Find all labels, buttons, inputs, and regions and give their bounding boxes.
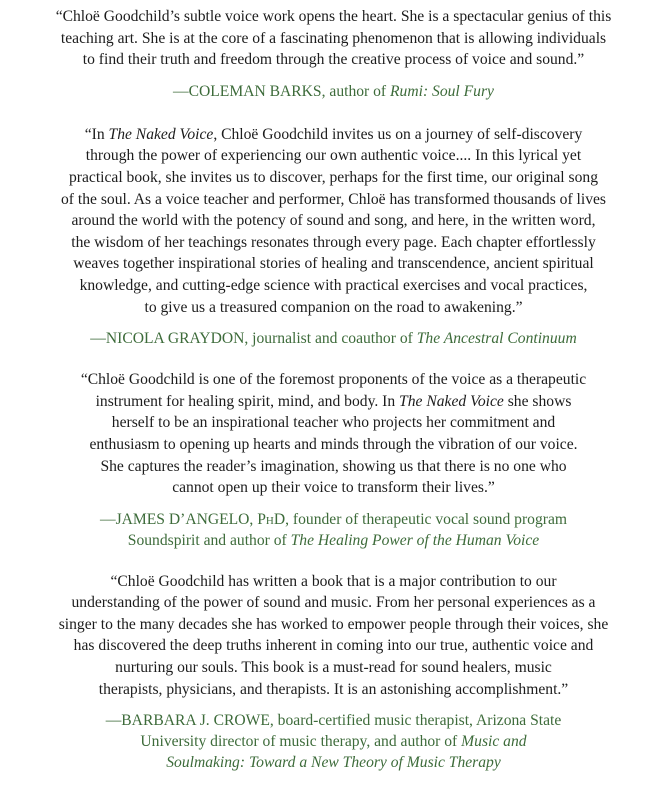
book-title: The Naked Voice <box>108 125 214 143</box>
attribution-line: Soundspirit and author of The Healing Power of the Human Voice <box>127 531 540 549</box>
quote-line: therapists, physicians, and therapists. It is an astonishing accomplishment.” <box>98 680 569 698</box>
blurb-barbara-crowe <box>12 571 655 774</box>
quote-line: around the world with the potency of sound and song, and here, in the written word, <box>71 212 596 230</box>
quote-line: “In The Naked Voice, Chloë Goodchild invites us on a journey of self-discovery <box>84 125 583 143</box>
quote-line: instrument for healing spirit, mind, and body. In The Naked Voice she shows <box>95 392 572 410</box>
blurb-coleman-barks <box>12 6 655 102</box>
quote-line: nurturing our souls. This book is a must-read for sound healers, music <box>115 659 552 677</box>
blurb-quote <box>12 571 655 701</box>
blurb-attribution <box>12 710 655 773</box>
blurb-attribution <box>12 328 655 349</box>
quote-line: knowledge, and cutting-edge science with practical exercises and vocal practices, <box>79 276 588 294</box>
book-title: The Naked Voice <box>399 392 504 410</box>
quote-line: enthusiasm to opening up hearts and minds through the vibration of our voice. <box>89 435 578 453</box>
quote-line: understanding of the power of sound and music. From her personal experiences as a <box>71 594 596 612</box>
quote-line: weaves together inspirational stories of healing and transcendence, ancient spiritual <box>73 255 594 273</box>
attribution-line: —JAMES D’ANGELO, PhD, founder of therapeutic vocal sound program <box>99 510 567 528</box>
quote-line: the wisdom of her teachings resonates through every page. Each chapter effortlessly <box>71 233 596 251</box>
quote-line: singer to the many decades she has worked to empower people through their voices, she <box>58 615 609 633</box>
quote-line: “Chloë Goodchild is one of the foremost proponents of the voice as a therapeutic <box>80 371 587 389</box>
blurb-james-dangelo <box>12 369 655 551</box>
book-title: Soulmaking: Toward a New Theory of Music Therapy <box>166 754 501 772</box>
quote-line: to find their truth and freedom through the creative process of voice and sound.” <box>82 51 585 69</box>
quote-line: cannot open up their voice to transform their lives.” <box>172 479 495 497</box>
attribution-text: —COLEMAN BARKS, author of <box>173 82 391 100</box>
quote-line: through the power of experiencing our own authentic voice.... In this lyrical yet <box>85 147 582 165</box>
book-title: The Healing Power of the Human Voice <box>290 531 540 549</box>
blurb-quote <box>12 124 655 318</box>
quote-line: She captures the reader’s imagination, showing us that there is no one who <box>100 457 567 475</box>
quote-line: to give us a treasured companion on the road to awakening.” <box>144 298 523 316</box>
blurb-attribution <box>12 81 655 102</box>
book-title: Rumi: Soul Fury <box>390 82 494 100</box>
blurb-nicola-graydon <box>12 124 655 349</box>
blurb-quote <box>12 369 655 499</box>
attribution-text: —NICOLA GRAYDON, journalist and coauthor of <box>90 330 417 348</box>
blurb-quote <box>12 6 655 71</box>
quote-line: herself to be an inspirational teacher who projects her commitment and <box>111 414 556 432</box>
blurb-attribution <box>12 509 655 551</box>
attribution-line: —BARBARA J. CROWE, board-certified music therapist, Arizona State <box>105 712 562 730</box>
quote-line: “Chloë Goodchild’s subtle voice work opens the heart. She is a spectacular genius of this <box>55 8 612 25</box>
book-title: The Ancestral Continuum <box>416 330 577 348</box>
quote-line: “Chloë Goodchild has written a book that is a major contribution to our <box>110 572 557 590</box>
quote-line: has discovered the deep truths inherent in coming into our true, authentic voice and <box>73 637 594 655</box>
quote-line: of the soul. As a voice teacher and performer, Chloë has transformed thousands of lives <box>61 190 606 208</box>
book-title: Music and <box>461 733 527 751</box>
quote-line: teaching art. She is at the core of a fascinating phenomenon that is allowing individuals <box>60 29 607 47</box>
attribution-line: University director of music therapy, and author of Music and <box>140 733 527 751</box>
quote-line: practical book, she invites us to discover, perhaps for the first time, our original song <box>68 168 598 186</box>
